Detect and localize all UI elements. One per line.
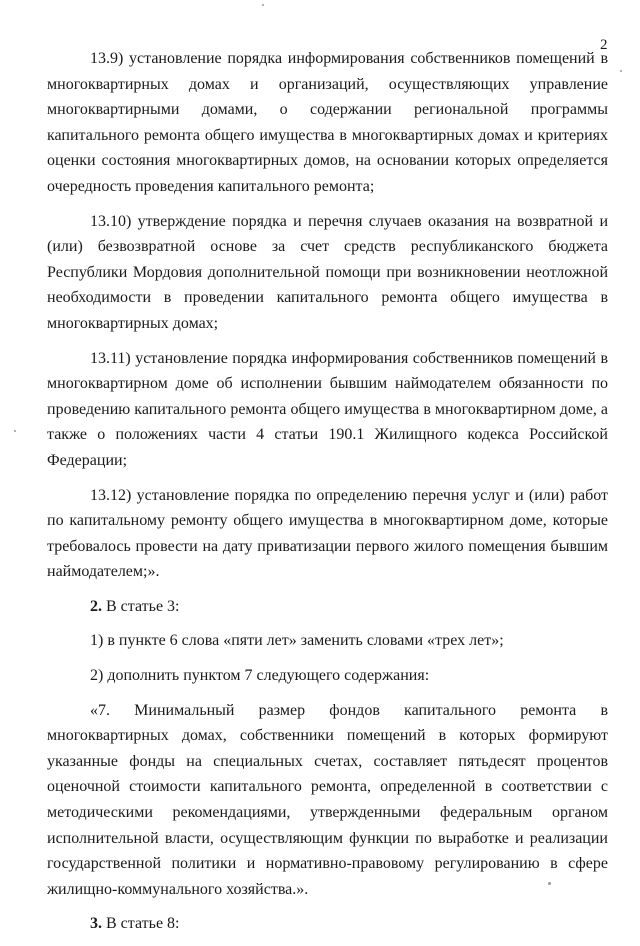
paragraph-13-10: 13.10) утверждение порядка и перечня случаев оказания на возвратной и (или) безвозвратной основе за счет средств республиканского бюджета Республики Мордовия дополнительной помощи при возникновении неотложной необходимости в проведении капитального ремонта общего имущества в многоквартирных домах; xyxy=(47,212,608,332)
section-2-number: 2. xyxy=(90,597,102,615)
section-3-title: В статье 8: xyxy=(102,915,180,933)
paragraph-13-12: 13.12) установление порядка по определению перечня услуг и (или) работ по капитальному ремонту общего имущества в многоквартирном доме, которые требовалось провести на дату приватизации первого жилого помещения бывшим наймодателем;». xyxy=(47,486,608,581)
page-number: 2 xyxy=(600,37,608,53)
scan-speck xyxy=(620,70,622,72)
section-2-title: В статье 3: xyxy=(102,597,180,615)
section-2-heading xyxy=(47,594,608,620)
paragraph-13-9: 13.9) установление порядка информирования собственников помещений в многоквартирных домах и организаций, осуществляющих управление многоквартирными домами, о содержании региональной программы капитального ремонта общего имущества в многоквартирных домах и критериях оценки состояния многоквартирных домов, на основании которых определяется очередность проведения капитального ремонта; xyxy=(47,50,608,195)
section-3-number: 3. xyxy=(90,915,102,933)
section-3-heading xyxy=(47,911,608,937)
scan-speck xyxy=(262,4,264,6)
quoted-paragraph-7: «7. Минимальный размер фондов капитального ремонта в многоквартирных домах, собственники помещений в которых формируют указанные фонды на специальных счетах, составляет пятьдесят процентов оценочной стоимости капитального ремонта, определенной в соответствии с методическими рекомендациями, утвержденными федеральным органом исполнительной власти, осуществляющим функции по выработке и реализации государственной политики и нормативно-правовому регулированию в сфере жилищно-коммунального хозяйства.». xyxy=(47,701,608,898)
paragraph-13-11: 13.11) установление порядка информирования собственников помещений в многоквартирном доме об исполнении бывшим наймодателем обязанности по проведению капитального ремонта общего имущества в многоквартирном доме, а также о положениях части 4 статьи 190.1 Жилищного кодекса Российской Федерации; xyxy=(47,349,608,469)
scan-speck xyxy=(14,430,16,432)
scan-speck xyxy=(548,882,551,885)
list-item-2: 2) дополнить пунктом 7 следующего содержания: xyxy=(90,667,430,685)
list-item-1: 1) в пункте 6 слова «пяти лет» заменить словами «трех лет»; xyxy=(90,632,504,650)
document-body xyxy=(47,46,608,946)
